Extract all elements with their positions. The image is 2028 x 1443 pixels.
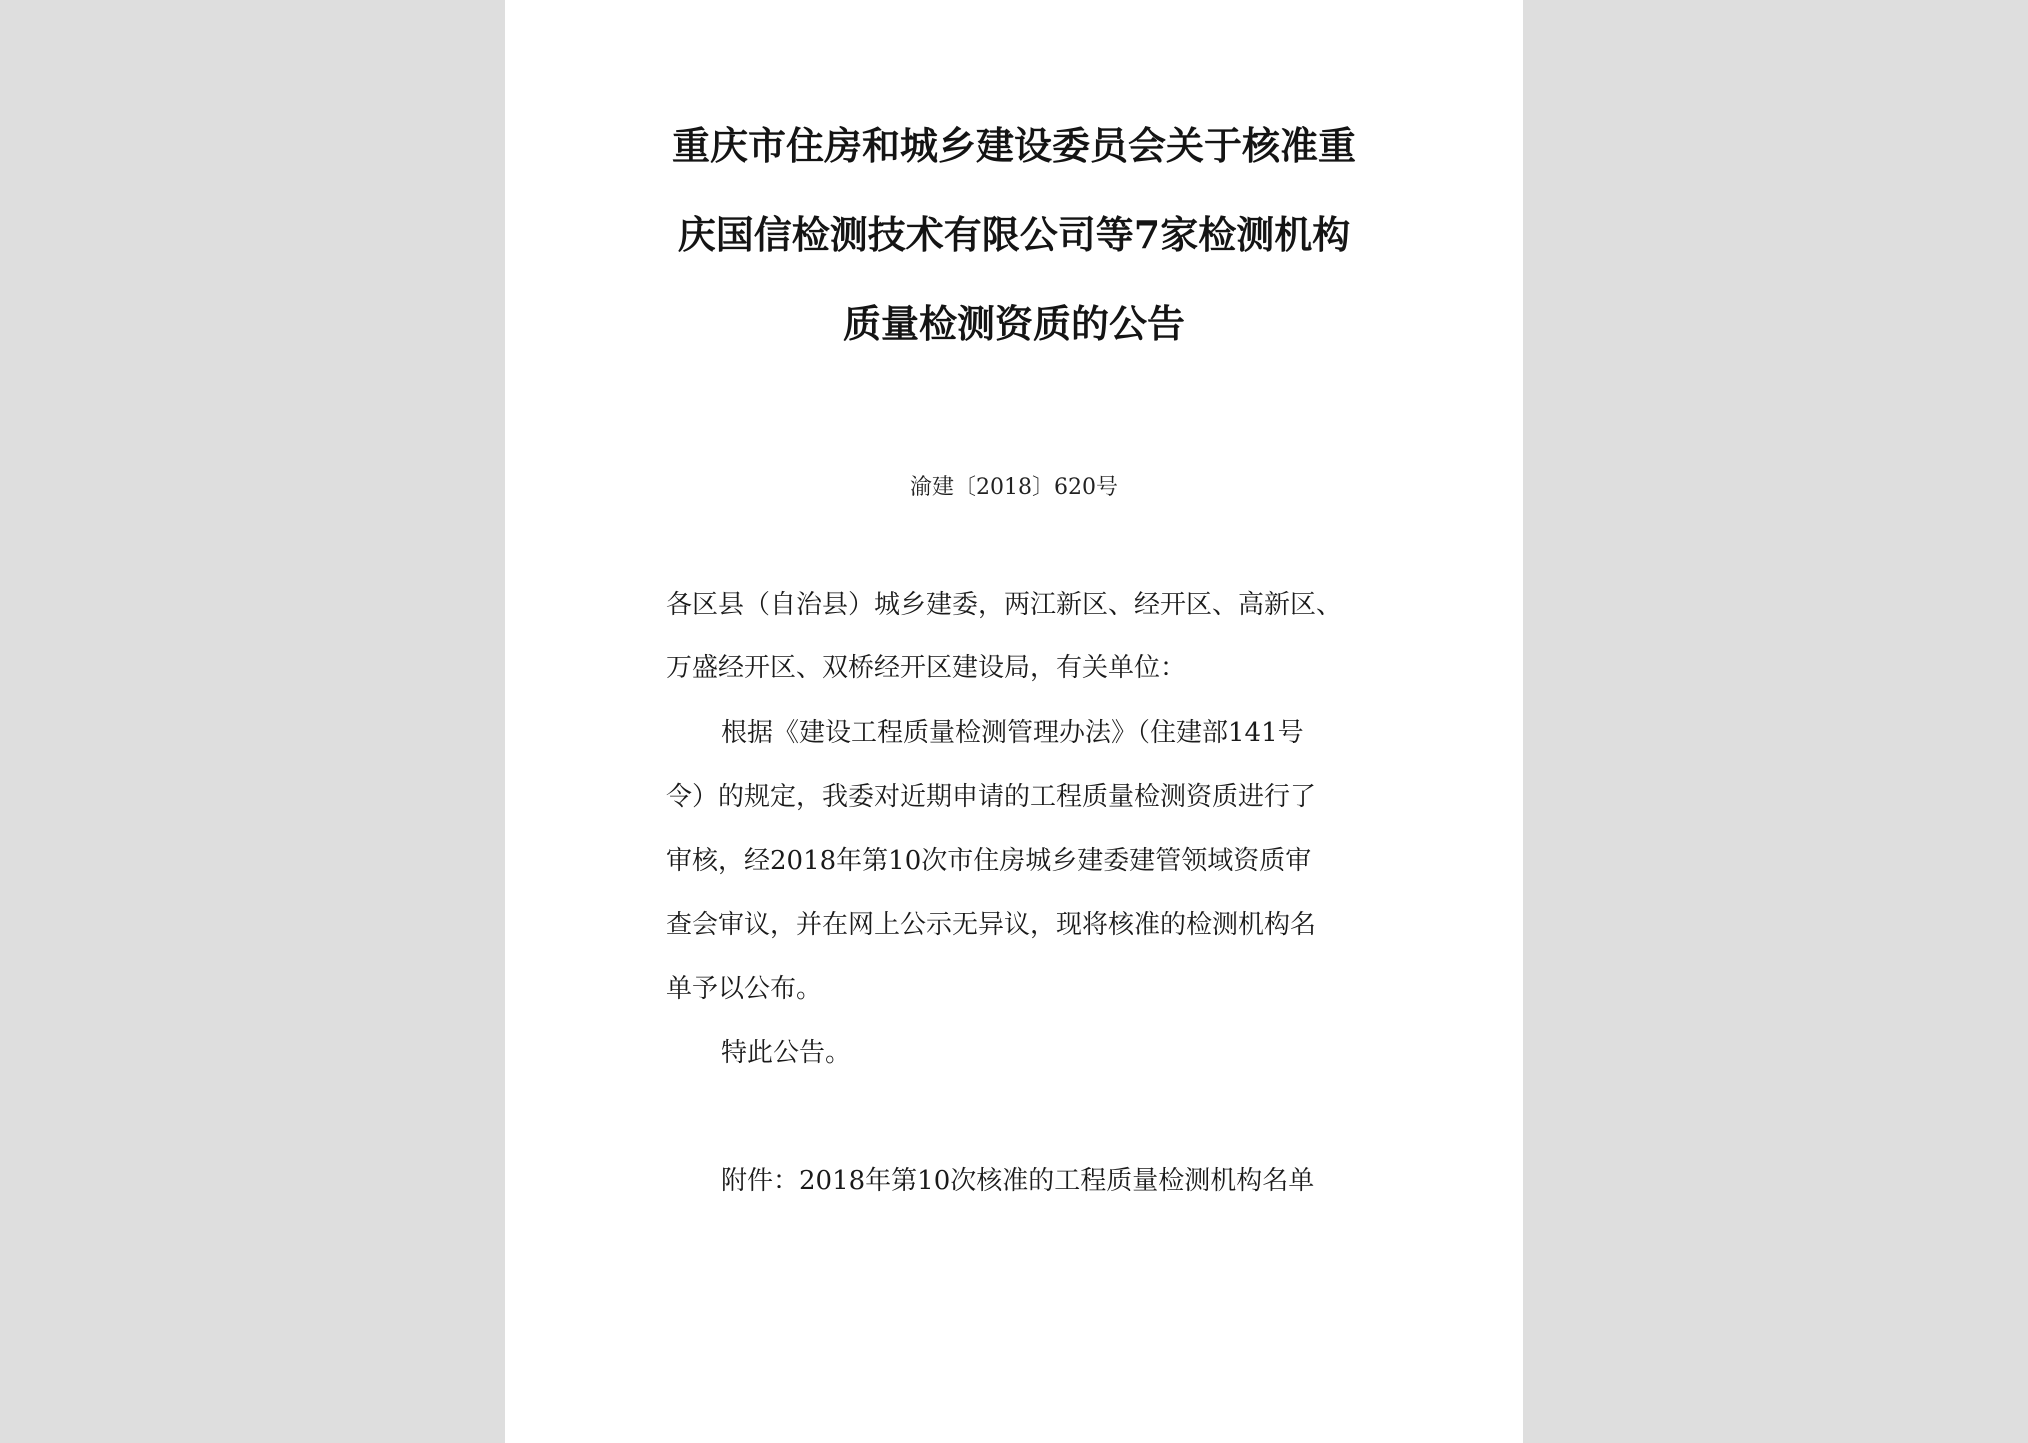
document-page bbox=[505, 0, 1523, 1443]
body-line-3: 审核，经2018年第10次市住房城乡建委建管领域资质审 bbox=[666, 846, 1312, 876]
title-line-1: 重庆市住房和城乡建设委员会关于核准重 bbox=[671, 123, 1356, 168]
addressee-line-1: 各区县（自治县）城乡建委，两江新区、经开区、高新区、 bbox=[666, 590, 1343, 620]
addressee-line-2: 万盛经开区、双桥经开区建设局，有关单位： bbox=[666, 653, 1187, 683]
attachment-line: 附件：2018年第10次核准的工程质量检测机构名单 bbox=[721, 1166, 1315, 1196]
body-line-4: 查会审议，并在网上公示无异议，现将核准的检测机构名 bbox=[666, 910, 1317, 940]
title-line-2: 庆国信检测技术有限公司等7家检测机构 bbox=[677, 212, 1351, 257]
closing-line: 特此公告。 bbox=[721, 1038, 852, 1068]
title-line-3: 质量检测资质的公告 bbox=[842, 301, 1185, 346]
body-line-2: 令）的规定，我委对近期申请的工程质量检测资质进行了 bbox=[666, 782, 1317, 812]
body-line-5: 单予以公布。 bbox=[666, 974, 823, 1004]
document-number: 渝建〔2018〕620号 bbox=[910, 475, 1118, 500]
body-line-1: 根据《建设工程质量检测管理办法》（住建部141号 bbox=[721, 718, 1304, 748]
